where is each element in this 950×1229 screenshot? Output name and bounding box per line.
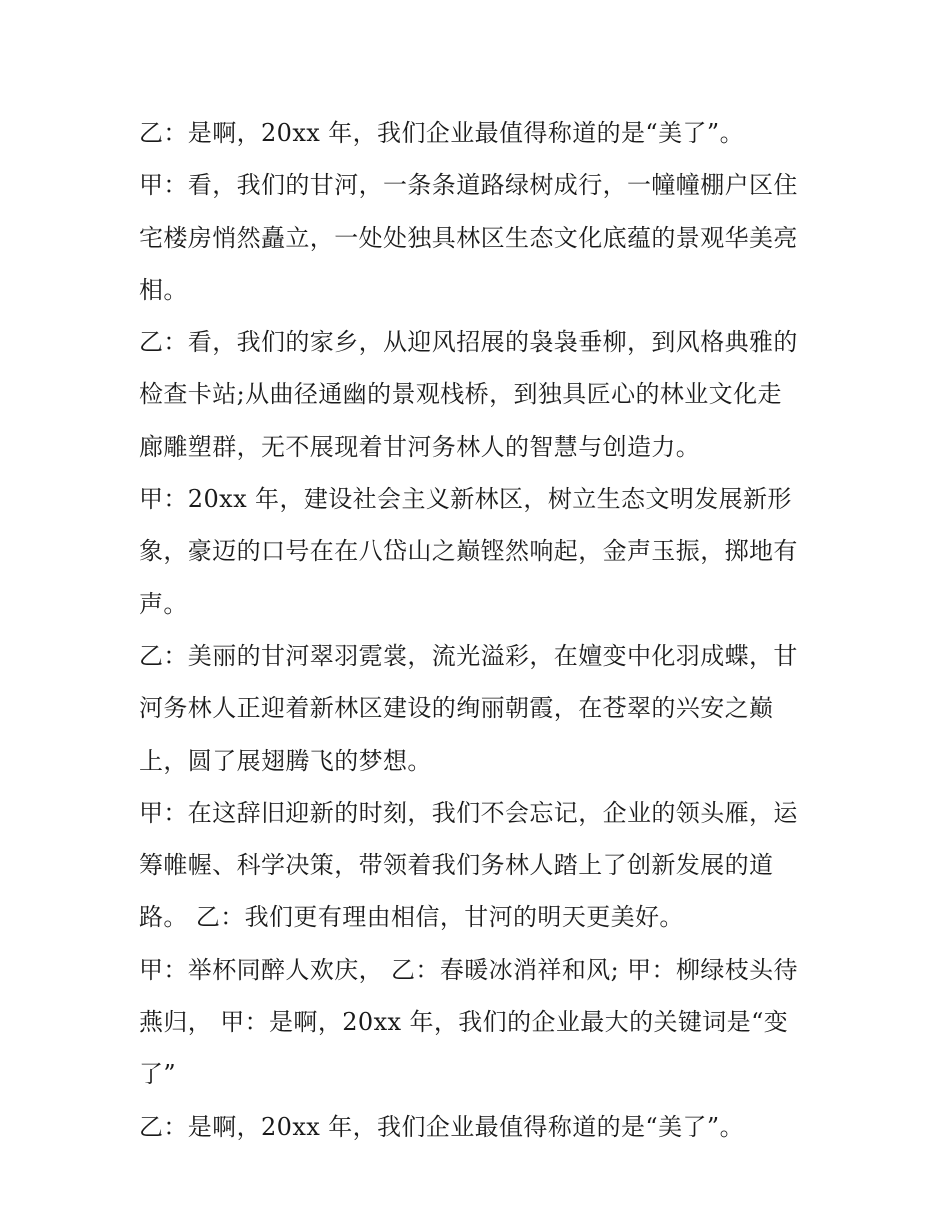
text-line: 甲：在这辞旧迎新的时刻，我们不会忘记，企业的领头雁，运 (139, 798, 798, 827)
text-line: 乙：是啊，20xx 年，我们企业最值得称道的是“美了”。 (139, 1112, 744, 1141)
text-line: 甲：20xx 年，建设社会主义新林区，树立生态文明发展新形 (139, 485, 792, 514)
text-line: 象，豪迈的口号在在八岱山之巅铿然响起，金声玉振，掷地有 (139, 537, 798, 566)
text-line: 廊雕塑群，无不展现着甘河务林人的智慧与创造力。 (139, 432, 701, 461)
text-line: 河务林人正迎着新林区建设的绚丽朝霞，在苍翠的兴安之巅 (139, 694, 774, 723)
text-line: 乙：看，我们的家乡，从迎风招展的袅袅垂柳，到风格典雅的 (139, 328, 798, 357)
text-line: 宅楼房悄然矗立，一处处独具林区生态文化底蕴的景观华美亮 (139, 223, 798, 252)
text-line: 甲：看，我们的甘河，一条条道路绿树成行，一幢幢棚户区住 (139, 171, 798, 200)
text-line: 甲：举杯同醉人欢庆， 乙：春暖冰消祥和风; 甲：柳绿枝头待 (139, 955, 798, 984)
text-line: 路。 乙：我们更有理由相信，甘河的明天更美好。 (139, 903, 684, 932)
text-line: 检查卡站;从曲径通幽的景观栈桥，到独具匠心的林业文化走 (139, 380, 782, 409)
text-line: 乙：美丽的甘河翠羽霓裳，流光溢彩，在嬗变中化羽成蝶，甘 (139, 641, 798, 670)
text-line: 声。 (139, 589, 188, 618)
text-line: 相。 (139, 275, 188, 304)
text-line: 燕归， 甲：是啊，20xx 年，我们的企业最大的关键词是“变 (139, 1008, 789, 1037)
document-body (139, 107, 819, 1153)
text-line: 上，圆了展翅腾飞的梦想。 (139, 746, 432, 775)
text-line: 乙：是啊，20xx 年，我们企业最值得称道的是“美了”。 (139, 119, 744, 147)
text-line: 筹帷幄、科学决策，带领着我们务林人踏上了创新发展的道 (139, 851, 774, 880)
text-line: 了” (139, 1060, 177, 1089)
